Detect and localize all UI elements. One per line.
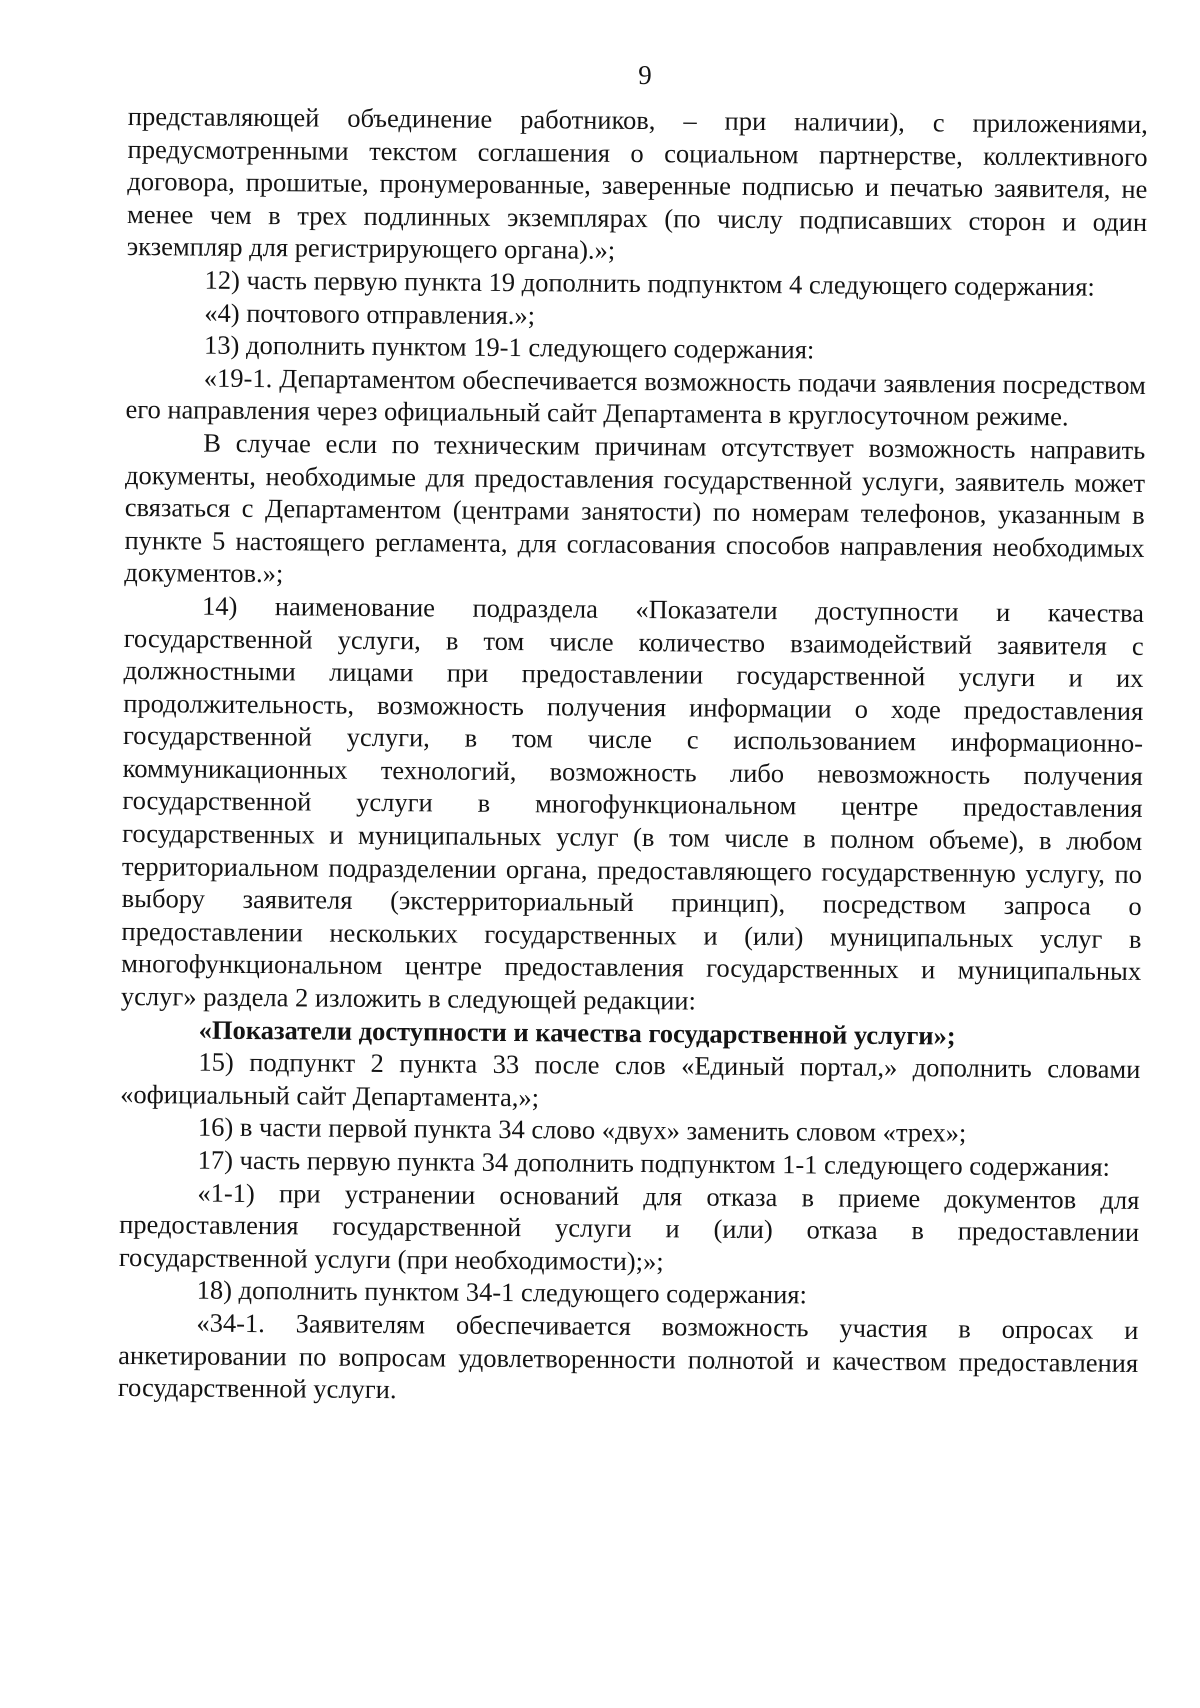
paragraph-quote-19-1: «19-1. Департаментом обеспечивается возможность подачи заявления посредством его направления через официальный сайт Департамента в круглосуточном режиме. — [125, 362, 1146, 432]
paragraph-continuation: представляющей объединение работников, – при наличии), с приложениями, предусмотренными текстом соглашения о социальном партнерстве, коллективного договора, прошитые, пронумерованные, заверенные подписью и печатью заявителя, не менее чем в трех подлинных экземплярах (по числу подписавших сторон и один экземпляр для регистрирующего органа).»; — [126, 100, 1148, 266]
document-body — [118, 100, 1148, 1412]
paragraph-item-14: 14) наименование подраздела «Показатели доступности и качества государственной услуги, в том числе количество взаимодействий заявителя с должностными лицами при предоставлении государственной услуги и их продолжительность, возможность получения информации о ходе предоставления государственной услуги, в том числе с использованием информационно-коммуникационных технологий, возможность либо невозможность получения государственной услуги в многофункциональном центре предоставления государственных и муниципальных услуг (в том числе в полном объеме), в любом территориальном подразделении органа, предоставляющего государственную услугу, по выбору заявителя (экстерриториальный принцип), посредством запроса о предоставлении нескольких государственных и (или) муниципальных услуг в многофункциональном центре предоставления государственных и муниципальных услуг» раздела 2 изложить в следующей редакции: — [120, 590, 1145, 1016]
paragraph-quote-1-1: «1-1) при устранении оснований для отказа в приеме документов для предоставления государственной услуги и (или) отказа в предоставлении государственной услуги (при необходимости);»; — [118, 1177, 1140, 1277]
page-number: 9 — [638, 60, 652, 90]
paragraph-new-heading: «Показатели доступности и качества государственной услуги»; — [198, 1014, 956, 1051]
paragraph-quote-34-1: «34-1. Заявителям обеспечивается возможность участия в опросах и анкетировании по вопросам удовлетворенности полнотой и качеством предоставления государственной услуги. — [117, 1307, 1139, 1405]
paragraph-item-13: 13) дополнить пунктом 19-1 следующего содержания: — [203, 329, 815, 365]
paragraph-quote-4: «4) почтового отправления.»; — [204, 297, 536, 330]
paragraph-item-12: 12) часть первую пункта 19 дополнить подпунктом 4 следующего содержания: — [204, 264, 1095, 302]
paragraph-item-15: 15) подпункт 2 пункта 33 после слов «Единый портал,» дополнить словами «официальный сайт Департамента,»; — [120, 1046, 1141, 1113]
paragraph-technical-reasons: В случае если по техническим причинам отсутствует возможность направить документы, необходимые для предоставления государственной услуги, заявитель может связаться с Департаментом (центрами занятости) по номерам телефонов, указанным в пункте 5 настоящего регламента, для согласования способов направления необходимых документов.»; — [124, 427, 1146, 589]
paragraph-item-16: 16) в части первой пункта 34 слово «двух» заменить словом «трех»; — [197, 1111, 967, 1149]
paragraph-item-18: 18) дополнить пунктом 34-1 следующего содержания: — [196, 1274, 808, 1310]
paragraph-item-17: 17) часть первую пункта 34 дополнить подпунктом 1-1 следующего содержания: — [197, 1144, 1111, 1182]
